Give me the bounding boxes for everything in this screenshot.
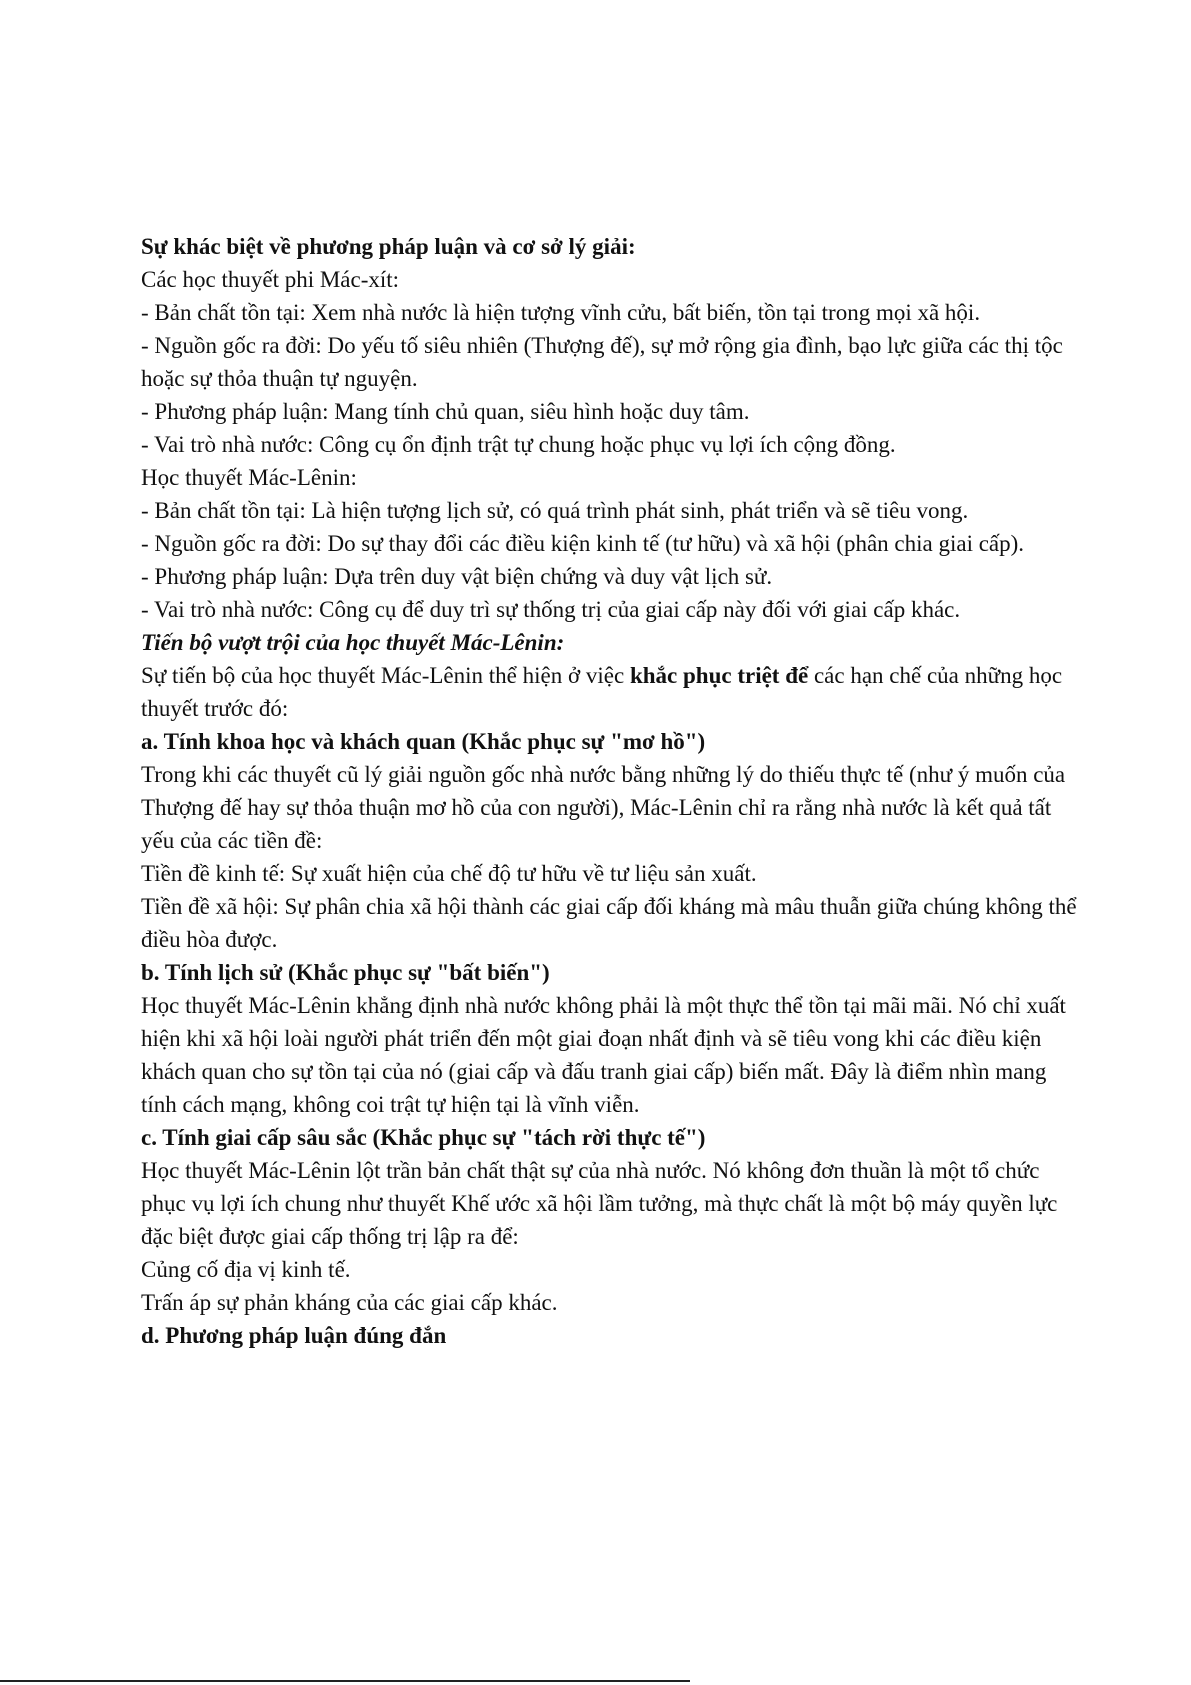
section-b-body: Học thuyết Mác-Lênin khẳng định nhà nước không phải là một thực thể tồn tại mãi mãi. Nó chỉ xuất hiện khi xã hội loài người phát triển đến một giai đoạn nhất định và sẽ tiêu vong khi các điều kiện khách quan cho sự tồn tại của nó (giai cấp và đấu tranh giai cấp) biến mất. Đây là điểm nhìn mang tính cách mạng, không coi trật tự hiện tại là vĩnh viễn. bbox=[141, 993, 1066, 1117]
section-c-item-1: Củng cố địa vị kinh tế. bbox=[141, 1257, 351, 1282]
progress-intro-before: Sự tiến bộ của học thuyết Mác-Lênin thể hiện ở việc bbox=[141, 663, 630, 688]
document-page bbox=[141, 230, 1081, 1352]
methodology-heading: Sự khác biệt về phương pháp luận và cơ sở lý giải: bbox=[141, 234, 636, 259]
section-a-economic: Tiền đề kinh tế: Sự xuất hiện của chế độ tư hữu về tư liệu sản xuất. bbox=[141, 861, 757, 886]
marxist-nature: - Bản chất tồn tại: Là hiện tượng lịch sử, có quá trình phát sinh, phát triển và sẽ tiêu vong. bbox=[141, 498, 969, 523]
progress-intro-after: các hạn chế của những học thuyết trước đó: bbox=[141, 663, 1063, 721]
section-d-heading: d. Phương pháp luận đúng đắn bbox=[141, 1323, 447, 1348]
marxist-title: Học thuyết Mác-Lênin: bbox=[141, 465, 357, 490]
progress-heading: Tiến bộ vượt trội của học thuyết Mác-Lênin: bbox=[141, 630, 565, 655]
marxist-origin: - Nguồn gốc ra đời: Do sự thay đổi các điều kiện kinh tế (tư hữu) và xã hội (phân chia giai cấp). bbox=[141, 531, 1025, 556]
section-c-body: Học thuyết Mác-Lênin lột trần bản chất thật sự của nhà nước. Nó không đơn thuần là một tổ chức phục vụ lợi ích chung như thuyết Khế ước xã hội lầm tưởng, mà thực chất là một bộ máy quyền lực đặc biệt được giai cấp thống trị lập ra để: bbox=[141, 1158, 1058, 1249]
progress-intro bbox=[141, 659, 1081, 725]
section-b-heading: b. Tính lịch sử (Khắc phục sự "bất biến") bbox=[141, 960, 550, 985]
non-marxist-title: Các học thuyết phi Mác-xít: bbox=[141, 267, 400, 292]
non-marxist-origin: - Nguồn gốc ra đời: Do yếu tố siêu nhiên (Thượng đế), sự mở rộng gia đình, bạo lực giữa các thị tộc hoặc sự thỏa thuận tự nguyện. bbox=[141, 333, 1063, 391]
section-c-heading: c. Tính giai cấp sâu sắc (Khắc phục sự "tách rời thực tế") bbox=[141, 1125, 706, 1150]
marxist-methodology: - Phương pháp luận: Dựa trên duy vật biện chứng và duy vật lịch sử. bbox=[141, 564, 773, 589]
section-a-heading: a. Tính khoa học và khách quan (Khắc phục sự "mơ hồ") bbox=[141, 729, 706, 754]
section-a-social: Tiền đề xã hội: Sự phân chia xã hội thành các giai cấp đối kháng mà mâu thuẫn giữa chúng không thể điều hòa được. bbox=[141, 894, 1077, 952]
section-a-body: Trong khi các thuyết cũ lý giải nguồn gốc nhà nước bằng những lý do thiếu thực tế (như ý muốn của Thượng đế hay sự thỏa thuận mơ hồ của con người), Mác-Lênin chỉ ra rằng nhà nước là kết quả tất yếu của các tiền đề: bbox=[141, 762, 1066, 853]
non-marxist-role: - Vai trò nhà nước: Công cụ ổn định trật tự chung hoặc phục vụ lợi ích cộng đồng. bbox=[141, 432, 896, 457]
non-marxist-methodology: - Phương pháp luận: Mang tính chủ quan, siêu hình hoặc duy tâm. bbox=[141, 399, 750, 424]
section-c-item-2: Trấn áp sự phản kháng của các giai cấp khác. bbox=[141, 1290, 558, 1315]
marxist-role: - Vai trò nhà nước: Công cụ để duy trì sự thống trị của giai cấp này đối với giai cấp khác. bbox=[141, 597, 961, 622]
page-bottom-rule bbox=[0, 1680, 690, 1682]
progress-intro-emphasis: khắc phục triệt để bbox=[629, 663, 809, 688]
non-marxist-nature: - Bản chất tồn tại: Xem nhà nước là hiện tượng vĩnh cửu, bất biến, tồn tại trong mọi xã hội. bbox=[141, 300, 981, 325]
